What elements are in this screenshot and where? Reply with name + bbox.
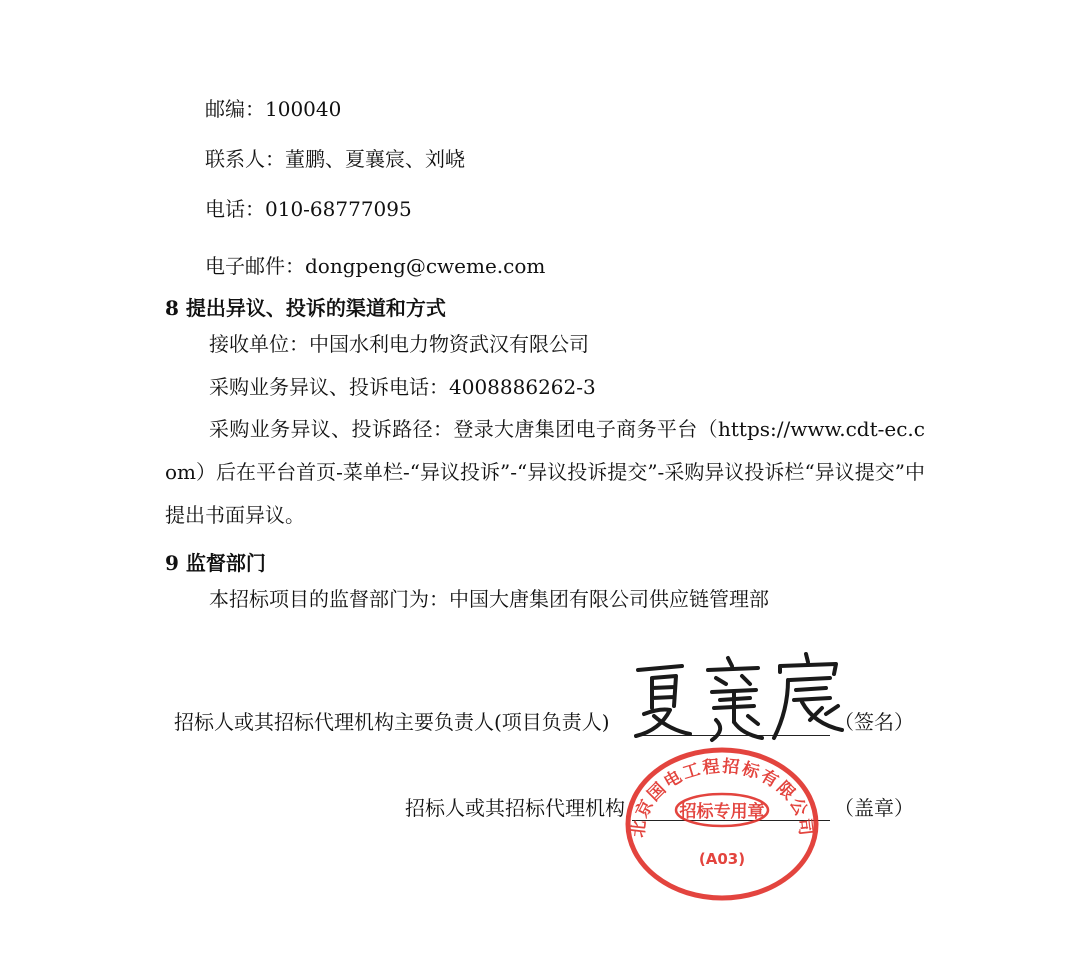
contacts-line: 联系人：董鹏、夏襄宸、刘峣 [205, 147, 465, 171]
seal-suffix: （盖章） [834, 796, 914, 820]
agency-label: 招标人或其招标代理机构 [405, 796, 625, 820]
seal-ring-text: 北京国电工程招标有限公司 [628, 756, 816, 839]
complaint-phone-line: 采购业务异议、投诉电话：4008886262-3 [209, 375, 596, 399]
principal-label: 招标人或其招标代理机构主要负责人(项目负责人) [174, 710, 610, 734]
section-9-heading: 9 监督部门 [165, 551, 266, 575]
complaint-path-paragraph: 采购业务异议、投诉路径：登录大唐集团电子商务平台（https://www.cdt-ec.com）后在平台首页-菜单栏-“异议投诉”-“异议投诉提交”-采购异议投诉栏“异议提交”中提出书面异议。 [165, 417, 925, 527]
seal-center-text: 招标专用章 [679, 802, 765, 822]
postcode-line: 邮编：100040 [205, 97, 342, 121]
official-seal [622, 742, 822, 902]
handwritten-signature [630, 650, 850, 745]
section-8-heading: 8 提出异议、投诉的渠道和方式 [165, 296, 446, 320]
sign-suffix: （签名） [834, 710, 914, 734]
phone-line: 电话：010-68777095 [205, 197, 412, 221]
receiver-line: 接收单位：中国水利电力物资武汉有限公司 [209, 332, 589, 356]
email-line: 电子邮件：dongpeng@cweme.com [205, 254, 546, 278]
supervision-line: 本招标项目的监督部门为：中国大唐集团有限公司供应链管理部 [209, 587, 769, 611]
seal-code: (A03) [698, 850, 746, 868]
